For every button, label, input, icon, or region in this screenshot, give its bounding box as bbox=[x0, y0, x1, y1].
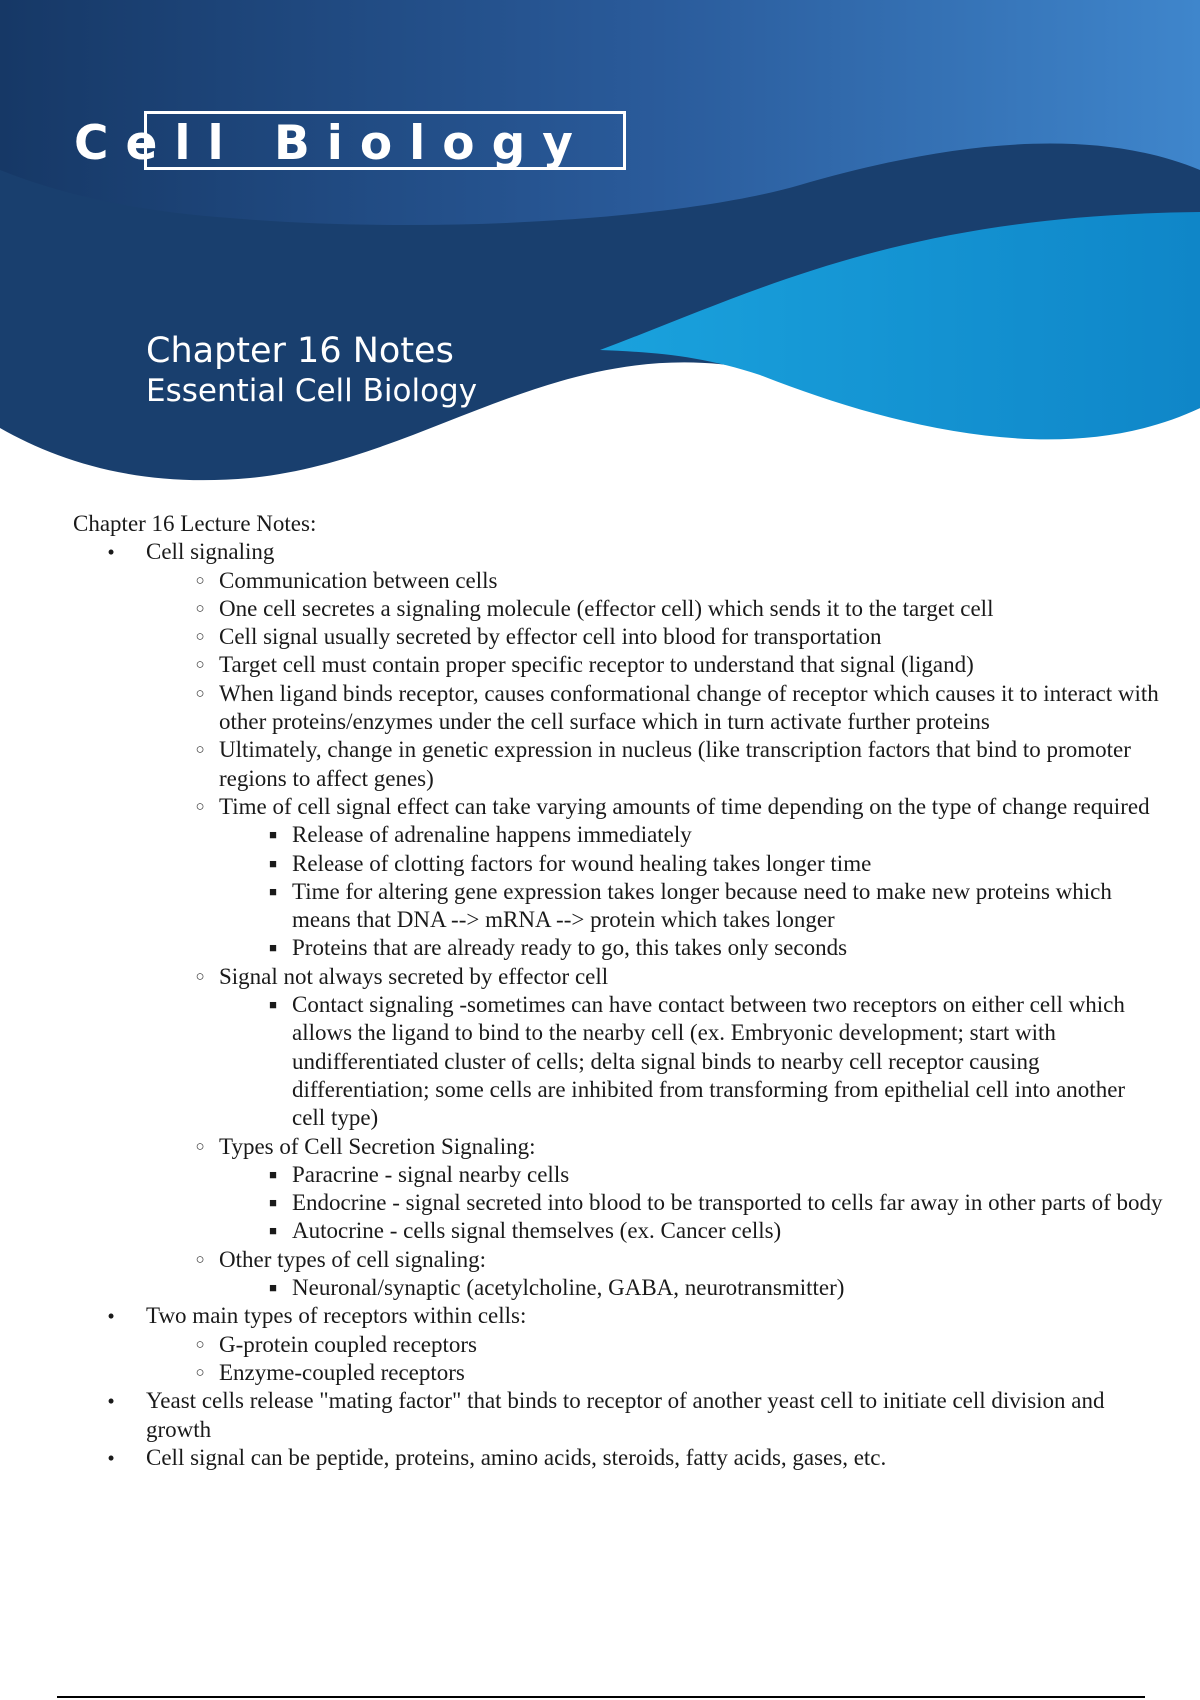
sub-sub-list-item bbox=[219, 878, 1163, 935]
item-text: Cell signal usually secreted by effector cell into blood for transportation bbox=[219, 624, 882, 650]
circle-marker: ○ bbox=[195, 742, 205, 759]
sub-sub-list bbox=[219, 821, 1163, 962]
circle-marker: ○ bbox=[195, 572, 205, 589]
sub-list-item bbox=[146, 567, 1163, 595]
sub-sub-list-item bbox=[219, 821, 1163, 849]
sub-list-item bbox=[146, 623, 1163, 651]
item-text: Types of Cell Secretion Signaling: bbox=[219, 1133, 536, 1159]
item-text: Cell signaling bbox=[146, 539, 275, 565]
item-text: Release of clotting factors for wound healing takes longer time bbox=[292, 850, 872, 876]
square-marker: ■ bbox=[269, 1195, 277, 1211]
item-text: Target cell must contain proper specific receptor to understand that signal (ligand) bbox=[219, 652, 974, 678]
circle-marker: ○ bbox=[195, 1336, 205, 1353]
sub-list-item bbox=[146, 1359, 1163, 1387]
square-marker: ■ bbox=[269, 855, 277, 871]
circle-marker: ○ bbox=[195, 1364, 205, 1381]
sub-sub-list-item bbox=[219, 850, 1163, 878]
sub-list-item bbox=[146, 793, 1163, 963]
item-text: Yeast cells release "mating factor" that binds to receptor of another yeast cell to initiate cell division and growth bbox=[146, 1388, 1105, 1442]
square-marker: ■ bbox=[269, 827, 277, 843]
square-marker: ■ bbox=[269, 1280, 277, 1296]
square-marker: ■ bbox=[269, 883, 277, 899]
sub-list-item bbox=[146, 1331, 1163, 1359]
sub-list-item bbox=[146, 1246, 1163, 1303]
item-text: Paracrine - signal nearby cells bbox=[292, 1161, 570, 1187]
item-text: Autocrine - cells signal themselves (ex. Cancer cells) bbox=[292, 1218, 782, 1244]
sub-list-item bbox=[146, 680, 1163, 737]
sub-list bbox=[146, 567, 1163, 1303]
subtitle-book: Essential Cell Biology bbox=[146, 373, 478, 409]
circle-marker: ○ bbox=[195, 685, 205, 702]
item-text: Time of cell signal effect can take varying amounts of time depending on the type of change required bbox=[219, 793, 1150, 819]
square-marker: ■ bbox=[269, 997, 277, 1013]
bullet-marker: • bbox=[107, 540, 115, 565]
item-text: Communication between cells bbox=[219, 567, 498, 593]
item-text: Endocrine - signal secreted into blood to be transported to cells far away in other parts of body bbox=[292, 1190, 1163, 1216]
item-text: Two main types of receptors within cells: bbox=[146, 1303, 527, 1329]
sub-list-item bbox=[146, 595, 1163, 623]
subtitle-block bbox=[146, 331, 477, 411]
item-text: Neuronal/synaptic (acetylcholine, GABA, neurotransmitter) bbox=[292, 1275, 845, 1301]
item-text: Ultimately, change in genetic expression in nucleus (like transcription factors that bind to promoter regions to affect genes) bbox=[219, 737, 1131, 791]
document-title: Cell Biology bbox=[74, 116, 590, 171]
sub-sub-list-item bbox=[219, 934, 1163, 962]
list-item bbox=[73, 538, 1163, 1302]
circle-marker: ○ bbox=[195, 657, 205, 674]
notes-list bbox=[73, 538, 1163, 1472]
sub-sub-list-item bbox=[219, 1161, 1163, 1189]
item-text: Cell signal can be peptide, proteins, amino acids, steroids, fatty acids, gases, etc. bbox=[146, 1444, 887, 1470]
item-text: Time for altering gene expression takes longer because need to make new proteins which means that DNA --> mRNA --> protein which takes longer bbox=[292, 878, 1112, 933]
sub-list-item bbox=[146, 963, 1163, 1133]
list-item bbox=[73, 1444, 1163, 1472]
item-text: One cell secretes a signaling molecule (effector cell) which sends it to the target cell bbox=[219, 595, 994, 621]
item-text: Enzyme-coupled receptors bbox=[219, 1359, 465, 1385]
sub-sub-list bbox=[219, 1161, 1163, 1246]
item-text: Release of adrenaline happens immediately bbox=[292, 822, 692, 848]
square-marker: ■ bbox=[269, 1166, 277, 1182]
circle-marker: ○ bbox=[195, 798, 205, 815]
list-item bbox=[73, 1387, 1163, 1444]
sub-list bbox=[146, 1331, 1163, 1388]
square-marker: ■ bbox=[269, 1223, 277, 1239]
bullet-marker: • bbox=[107, 1304, 115, 1329]
square-marker: ■ bbox=[269, 940, 277, 956]
list-item bbox=[73, 1302, 1163, 1387]
bullet-marker: • bbox=[107, 1445, 115, 1470]
item-text: Other types of cell signaling: bbox=[219, 1246, 486, 1272]
notes-body bbox=[73, 510, 1163, 1472]
item-text: Signal not always secreted by effector cell bbox=[219, 963, 609, 989]
circle-marker: ○ bbox=[195, 1138, 205, 1155]
sub-list-item bbox=[146, 651, 1163, 679]
circle-marker: ○ bbox=[195, 968, 205, 985]
circle-marker: ○ bbox=[195, 600, 205, 617]
sub-list-item bbox=[146, 736, 1163, 793]
item-text: Contact signaling -sometimes can have contact between two receptors on either cell which allows the ligand to bind to the nearby cell (ex. Embryonic development; start with undifferentiated cluster of cells; delta signal binds to nearby cell receptor causing differentiation; some cells are inhibited from transforming from epithelial cell into another cell type) bbox=[292, 992, 1126, 1131]
footer-rule bbox=[57, 1696, 1145, 1698]
sub-sub-list bbox=[219, 991, 1163, 1132]
sub-list-item bbox=[146, 1133, 1163, 1246]
item-text: Proteins that are already ready to go, this takes only seconds bbox=[292, 935, 848, 961]
bullet-marker: • bbox=[107, 1389, 115, 1414]
subtitle-chapter: Chapter 16 Notes bbox=[146, 331, 454, 371]
sub-sub-list-item bbox=[219, 1189, 1163, 1217]
circle-marker: ○ bbox=[195, 1251, 205, 1268]
item-text: When ligand binds receptor, causes conformational change of receptor which causes it to interact with other proteins/enzymes under the cell surface which in turn activate further proteins bbox=[219, 680, 1159, 735]
circle-marker: ○ bbox=[195, 629, 205, 646]
sub-sub-list-item bbox=[219, 991, 1163, 1132]
notes-heading: Chapter 16 Lecture Notes: bbox=[73, 511, 317, 536]
header-wave-banner bbox=[0, 0, 1200, 490]
item-text: G-protein coupled receptors bbox=[219, 1331, 478, 1357]
sub-sub-list-item bbox=[219, 1274, 1163, 1302]
sub-sub-list-item bbox=[219, 1217, 1163, 1245]
sub-sub-list bbox=[219, 1274, 1163, 1302]
